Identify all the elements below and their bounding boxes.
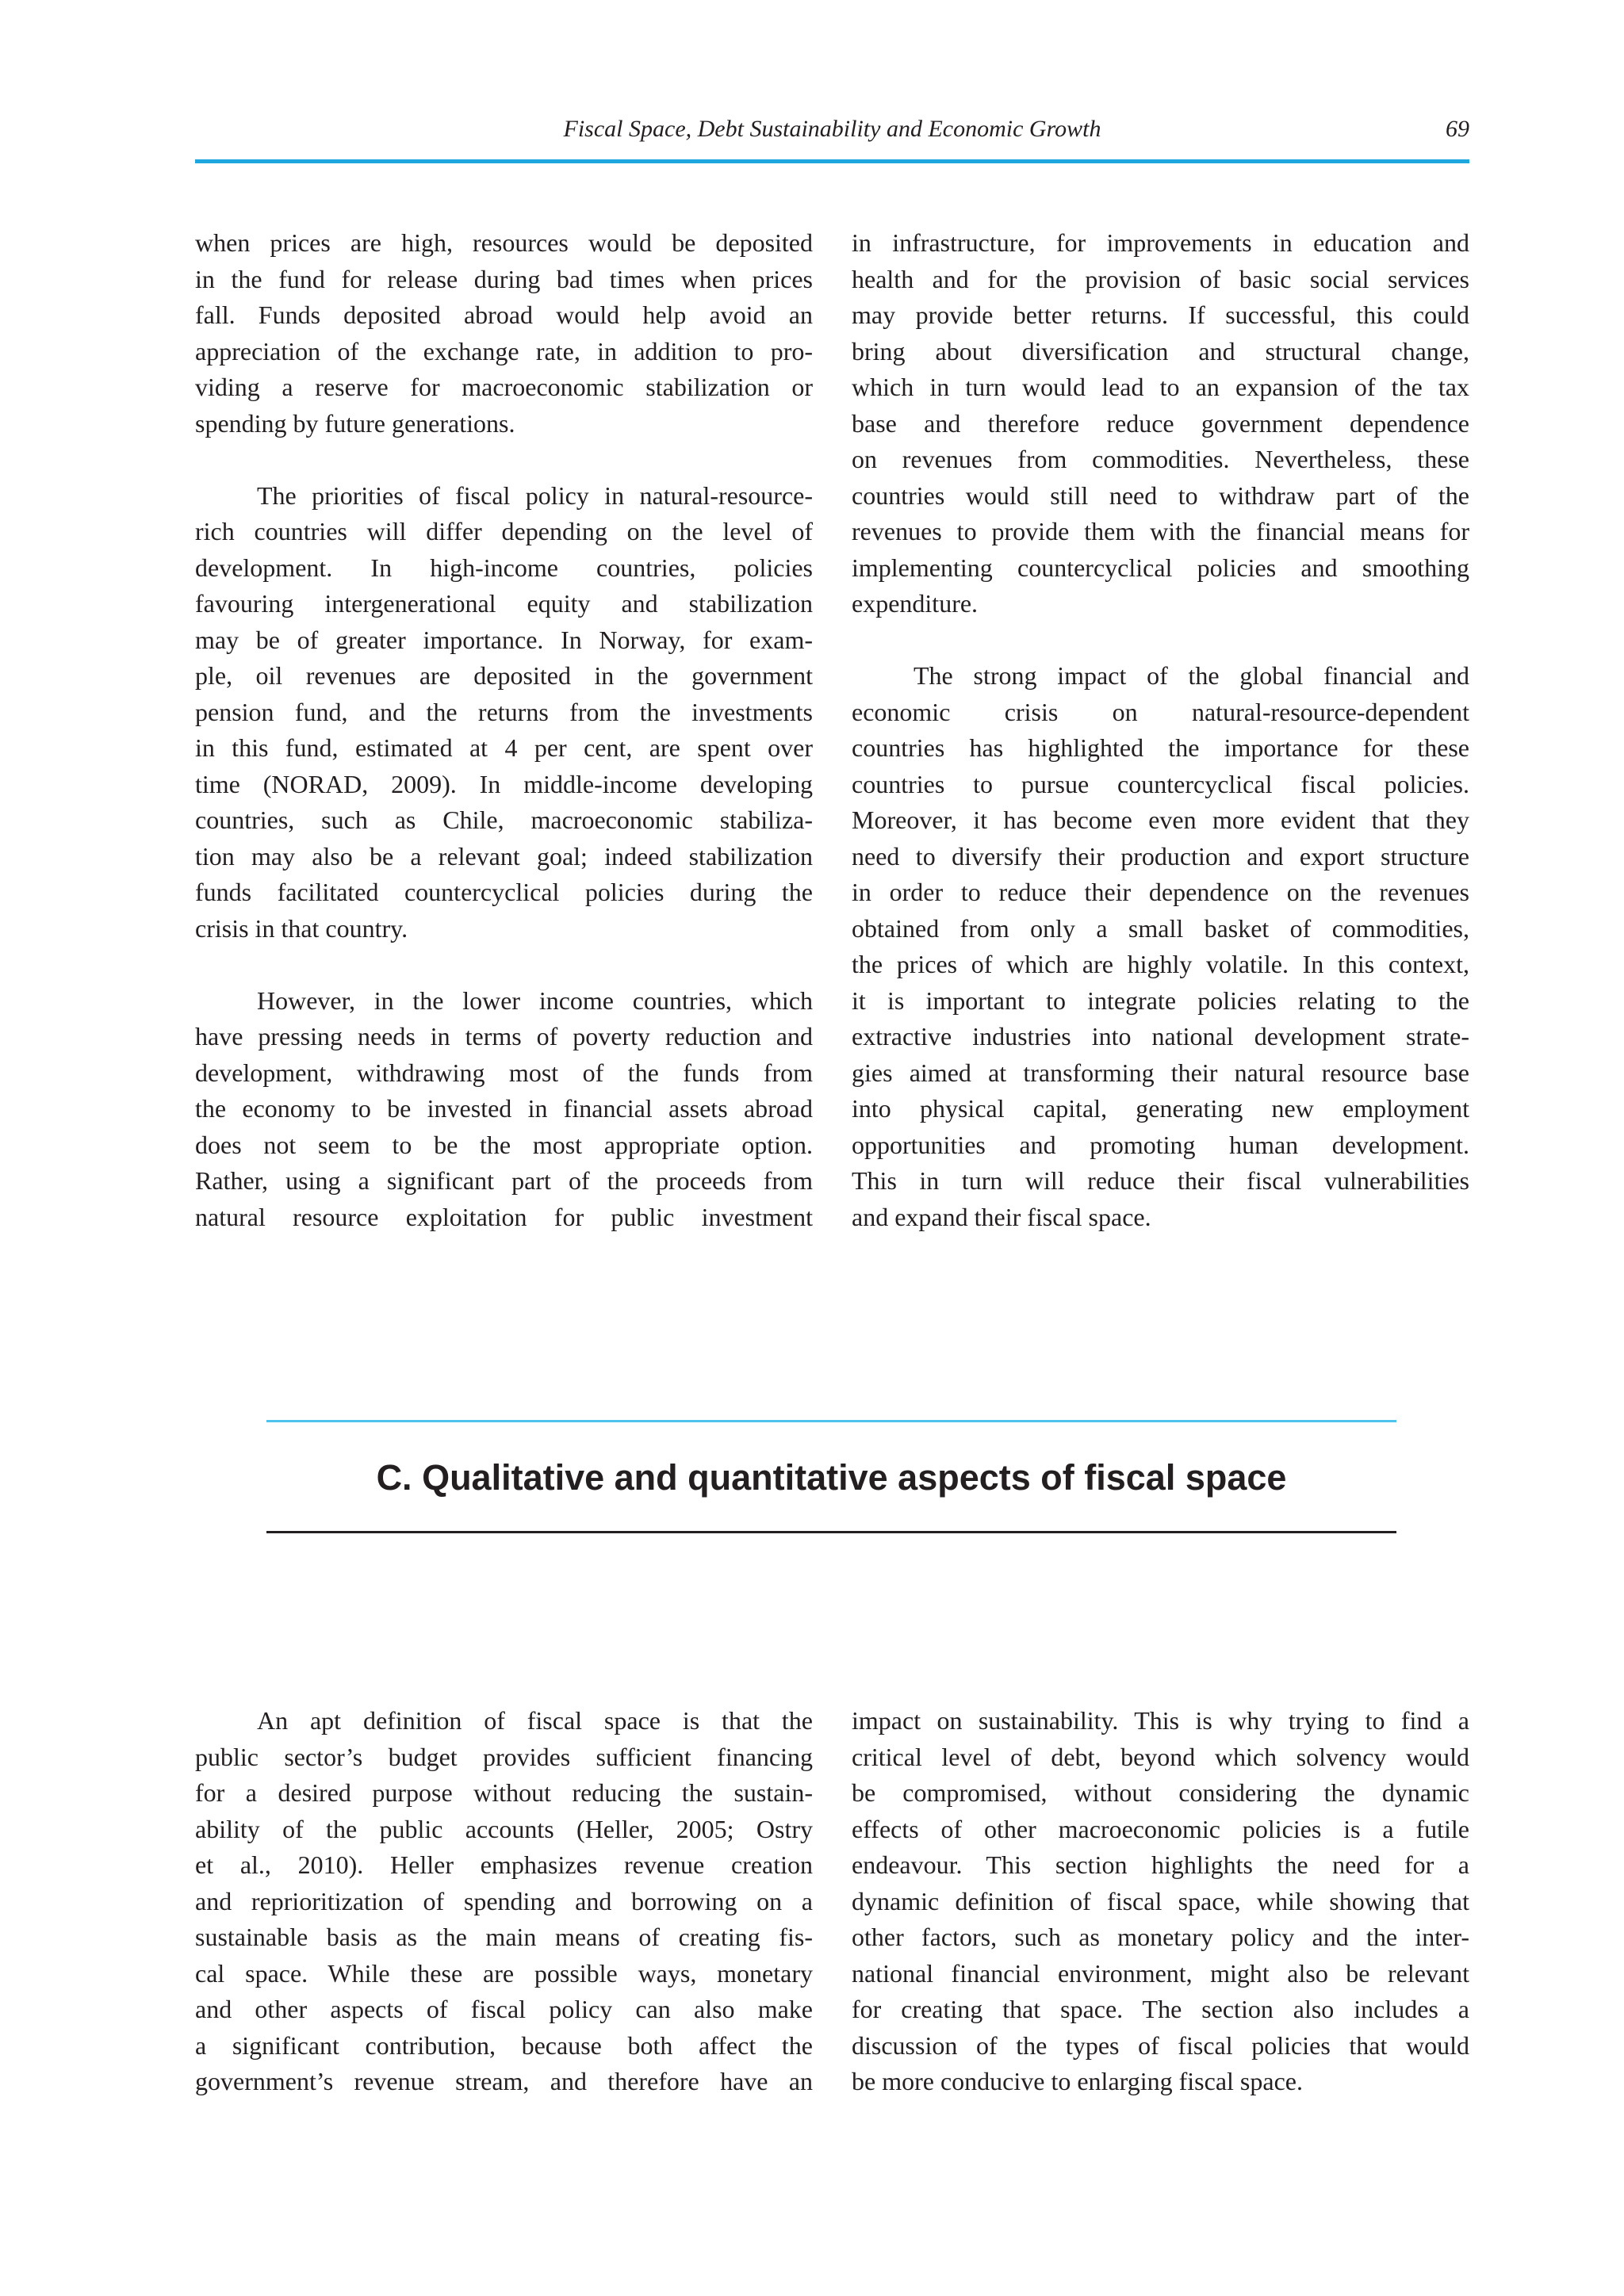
column-top-right [852,225,1469,1272]
text-line: have pressing needs in terms of poverty reduction and [195,1022,813,1050]
section-rule-top [266,1420,1396,1422]
text-line: when prices are high, resources would be deposited [195,228,813,257]
paragraph [195,983,813,1236]
section-heading: C. Qualitative and quantitative aspects of fiscal space [376,1457,1287,1498]
text-line: be more conducive to enlarging fiscal space. [852,2067,1303,2095]
text-line: and expand their fiscal space. [852,1202,1151,1231]
text-line: impact on sustainability. This is why trying to find a [852,1706,1469,1735]
text-line: An apt definition of fiscal space is that the [257,1706,813,1735]
text-line: and other aspects of fiscal policy can also make [195,1995,813,2023]
text-line: effects of other macroeconomic policies is a futile [852,1814,1469,1843]
text-line: government’s revenue stream, and therefore have an [195,2067,813,2095]
text-line: fall. Funds deposited abroad would help avoid an [195,300,813,329]
text-line: into physical capital, generating new employment [852,1094,1469,1123]
text-line: ple, oil revenues are deposited in the government [195,661,813,690]
column-bottom-right [852,1703,1469,2136]
text-line: countries would still need to withdraw part of the [852,480,1469,510]
text-line: appreciation of the exchange rate, in addition to pro- [195,336,813,365]
text-line: countries has highlighted the importance for these [852,733,1469,762]
text-line: other factors, such as monetary policy and the inter- [852,1923,1469,1951]
text-line: it is important to integrate policies relating to the [852,985,1469,1015]
text-line: in this fund, estimated at 4 per cent, are spent over [195,733,813,762]
text-line: This in turn will reduce their fiscal vulnerabilities [852,1166,1469,1195]
text-line: natural resource exploitation for public investment [195,1202,813,1231]
text-line: However, in the lower income countries, which [257,985,813,1015]
text-line: development, withdrawing most of the funds from [195,1058,813,1087]
text-line: opportunities and promoting human development. [852,1130,1469,1159]
text-line: extractive industries into national development strate- [852,1022,1469,1050]
paragraph [852,658,1469,1235]
text-line: pension fund, and the returns from the investments [195,697,813,726]
text-line: does not seem to be the most appropriate option. [195,1130,813,1159]
text-line: bring about diversification and structural change, [852,336,1469,365]
text-line: cal space. While these are possible ways, monetary [195,1958,813,1988]
text-line: dynamic definition of fiscal space, while showing that [852,1886,1469,1915]
text-line: spending by future generations. [195,408,515,438]
text-line: may provide better returns. If successful, this could [852,300,1469,329]
text-line: endeavour. This section highlights the need for a [852,1850,1469,1879]
text-line: crisis in that country. [195,913,408,943]
header-rule [195,159,1469,163]
text-line: implementing countercyclical policies and smoothing [852,553,1469,582]
text-line: public sector’s budget provides sufficient financing [195,1742,813,1771]
running-title: Fiscal Space, Debt Sustainability and Economic Growth [563,116,1101,142]
paragraph [195,225,813,442]
text-line: the economy to be invested in financial assets abroad [195,1094,813,1123]
paragraph [195,478,813,947]
text-line: national financial environment, might also be relevant [852,1958,1469,1988]
text-line: for a desired purpose without reducing the sustain- [195,1778,813,1807]
text-line: which in turn would lead to an expansion of the tax [852,373,1469,401]
text-line: obtained from only a small basket of commodities, [852,913,1469,943]
paragraph [195,1703,813,2100]
text-line: expenditure. [852,589,979,618]
text-line: for creating that space. The section also includes a [852,1995,1469,2023]
text-line: in infrastructure, for improvements in education and [852,228,1469,257]
text-line: favouring intergenerational equity and stabilization [195,589,813,618]
text-line: health and for the provision of basic social services [852,264,1469,293]
column-top-left [195,225,813,1272]
section-rule-bottom [266,1531,1396,1533]
text-line: in order to reduce their dependence on the revenues [852,878,1469,906]
text-line: economic crisis on natural-resource-dependent [852,697,1469,726]
text-line: on revenues from commodities. Nevertheless, these [852,445,1469,473]
text-line: Moreover, it has become even more evident that they [852,806,1469,834]
text-line: revenues to provide them with the financial means for [852,517,1469,545]
text-line: countries to pursue countercyclical fiscal policies. [852,769,1469,798]
text-line: sustainable basis as the main means of creating fis- [195,1923,813,1951]
text-line: Rather, using a significant part of the proceeds from [195,1166,813,1195]
text-line: development. In high-income countries, policies [195,553,813,582]
page-number: 69 [1446,116,1469,142]
running-header [195,113,1469,151]
text-line: gies aimed at transforming their natural resource base [852,1058,1469,1087]
text-line: The strong impact of the global financial and [914,661,1469,690]
text-line: may be of greater importance. In Norway, for exam- [195,625,813,654]
text-line: be compromised, without considering the dynamic [852,1778,1469,1807]
text-line: the prices of which are highly volatile. In this context, [852,950,1469,978]
text-line: et al., 2010). Heller emphasizes revenue creation [195,1850,813,1879]
text-line: in the fund for release during bad times when prices [195,264,813,293]
paragraph [852,1703,1469,2100]
paragraph [852,225,1469,622]
text-line: ability of the public accounts (Heller, 2005; Ostry [195,1814,813,1843]
text-line: rich countries will differ depending on the level of [195,517,813,545]
text-line: time (NORAD, 2009). In middle-income developing [195,769,813,798]
text-line: a significant contribution, because both affect the [195,2030,813,2060]
column-bottom-left [195,1703,813,2136]
text-line: countries, such as Chile, macroeconomic stabiliza- [195,806,813,834]
text-line: critical level of debt, beyond which solvency would [852,1742,1469,1771]
text-line: viding a reserve for macroeconomic stabilization or [195,373,813,401]
text-line: The priorities of fiscal policy in natural-resource- [257,480,813,510]
text-line: discussion of the types of fiscal policies that would [852,2030,1469,2060]
text-line: funds facilitated countercyclical policies during the [195,878,813,906]
text-line: and reprioritization of spending and borrowing on a [195,1886,813,1915]
text-line: tion may also be a relevant goal; indeed stabilization [195,841,813,871]
text-line: base and therefore reduce government dependence [852,408,1469,438]
text-line: need to diversify their production and export structure [852,841,1469,871]
